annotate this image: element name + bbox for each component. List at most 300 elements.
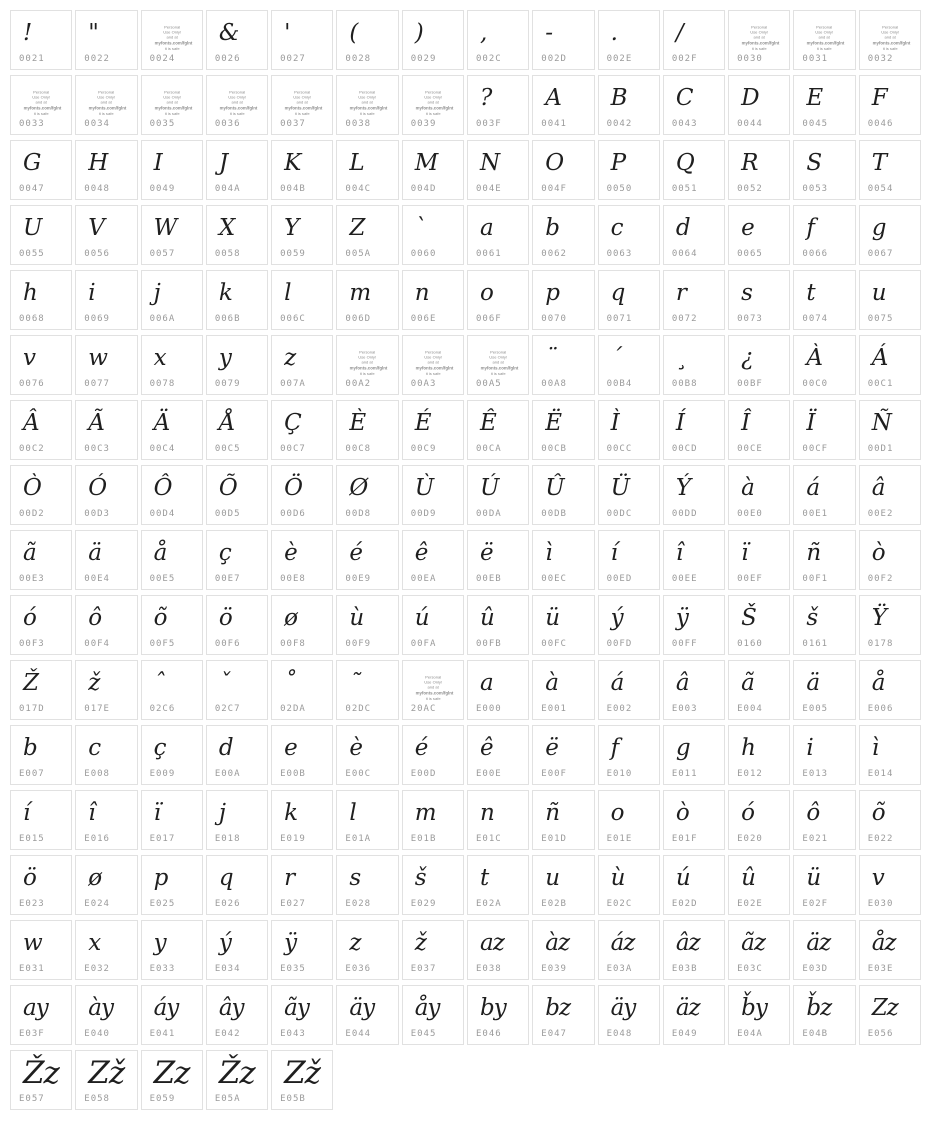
- glyph-cell[interactable]: [75, 400, 137, 460]
- glyph-cell[interactable]: [467, 920, 529, 980]
- glyph-cell[interactable]: [10, 75, 72, 135]
- glyph: c: [88, 734, 101, 761]
- glyph-cell[interactable]: [336, 790, 398, 850]
- glyph-cell[interactable]: [206, 205, 268, 265]
- glyph: ç: [153, 734, 166, 761]
- glyph-code-label: E04B: [802, 1029, 829, 1039]
- glyph-cell[interactable]: [467, 855, 529, 915]
- glyph-cell[interactable]: [141, 75, 203, 135]
- glyph-cell[interactable]: [598, 920, 660, 980]
- glyph-cell[interactable]: [271, 985, 333, 1045]
- glyph-cell[interactable]: [532, 855, 594, 915]
- glyph-cell[interactable]: [793, 140, 855, 200]
- glyph-cell[interactable]: [206, 270, 268, 330]
- glyph-cell[interactable]: [532, 920, 594, 980]
- glyph-code-label: 0073: [737, 314, 763, 324]
- glyph-cell[interactable]: [206, 595, 268, 655]
- glyph-code-label: E001: [541, 704, 567, 714]
- glyph-cell[interactable]: [728, 10, 790, 70]
- glyph-cell[interactable]: [336, 335, 398, 395]
- glyph-cell[interactable]: [141, 205, 203, 265]
- glyph-cell[interactable]: [793, 465, 855, 525]
- glyph: äz: [806, 929, 831, 956]
- glyph-cell[interactable]: [532, 270, 594, 330]
- glyph-cell[interactable]: [206, 855, 268, 915]
- glyph-cell[interactable]: [728, 530, 790, 590]
- glyph-code-label: 0021: [19, 54, 45, 64]
- glyph: Ü: [610, 474, 629, 501]
- glyph: Žz: [218, 1054, 255, 1091]
- glyph-cell[interactable]: [402, 400, 464, 460]
- glyph-cell[interactable]: [598, 10, 660, 70]
- glyph-code-label: 00C0: [802, 379, 829, 389]
- glyph-cell[interactable]: [402, 335, 464, 395]
- glyph-code-label: 0034: [84, 119, 110, 129]
- glyph-cell[interactable]: [728, 660, 790, 720]
- glyph: x: [153, 344, 166, 371]
- glyph-code-label: 0055: [19, 249, 45, 259]
- glyph-cell[interactable]: [532, 725, 594, 785]
- glyph: ä: [806, 669, 820, 696]
- glyph-cell[interactable]: [336, 205, 398, 265]
- glyph-cell[interactable]: [598, 75, 660, 135]
- glyph-cell[interactable]: [402, 790, 464, 850]
- glyph-code-label: E032: [84, 964, 110, 974]
- glyph: À: [806, 344, 823, 371]
- glyph-cell[interactable]: [141, 790, 203, 850]
- glyph-cell[interactable]: [532, 140, 594, 200]
- glyph-cell[interactable]: [271, 465, 333, 525]
- glyph-code-label: 005A: [345, 249, 372, 259]
- glyph-cell[interactable]: [793, 855, 855, 915]
- glyph: ü: [545, 604, 560, 631]
- glyph-cell[interactable]: [793, 270, 855, 330]
- glyph-cell[interactable]: [271, 530, 333, 590]
- glyph: u: [871, 279, 886, 306]
- glyph-cell[interactable]: [75, 75, 137, 135]
- glyph-cell[interactable]: [793, 985, 855, 1045]
- glyph: t: [806, 279, 815, 306]
- glyph-cell[interactable]: [206, 140, 268, 200]
- glyph-cell[interactable]: [141, 920, 203, 980]
- glyph-cell[interactable]: [75, 855, 137, 915]
- glyph-cell[interactable]: [663, 920, 725, 980]
- glyph-code-label: 00DD: [671, 509, 698, 519]
- glyph-cell[interactable]: [663, 595, 725, 655]
- glyph-cell[interactable]: [728, 725, 790, 785]
- glyph-cell[interactable]: [206, 465, 268, 525]
- glyph-cell[interactable]: [141, 855, 203, 915]
- glyph: p: [545, 279, 560, 306]
- glyph-cell[interactable]: [402, 595, 464, 655]
- glyph-cell[interactable]: [271, 140, 333, 200]
- glyph: äz: [675, 994, 700, 1021]
- glyph-cell[interactable]: [141, 465, 203, 525]
- glyph-cell[interactable]: [532, 595, 594, 655]
- glyph-cell[interactable]: [402, 920, 464, 980]
- glyph-cell[interactable]: [75, 595, 137, 655]
- glyph-cell[interactable]: [75, 1050, 137, 1110]
- glyph-cell[interactable]: [75, 920, 137, 980]
- glyph-cell[interactable]: [271, 75, 333, 135]
- glyph-cell[interactable]: [336, 140, 398, 200]
- glyph-cell[interactable]: [75, 270, 137, 330]
- glyph-cell[interactable]: [532, 10, 594, 70]
- glyph-cell[interactable]: [859, 920, 921, 980]
- glyph-cell[interactable]: [728, 790, 790, 850]
- glyph-cell[interactable]: [336, 985, 398, 1045]
- glyph: ì: [545, 539, 552, 566]
- glyph-cell[interactable]: [859, 530, 921, 590]
- glyph-cell[interactable]: [598, 725, 660, 785]
- glyph-cell[interactable]: [206, 985, 268, 1045]
- glyph-cell[interactable]: [663, 10, 725, 70]
- glyph-cell[interactable]: [793, 335, 855, 395]
- glyph-cell[interactable]: [271, 270, 333, 330]
- glyph-cell[interactable]: [402, 660, 464, 720]
- glyph-cell[interactable]: [793, 530, 855, 590]
- glyph: ï: [741, 539, 748, 566]
- glyph-cell[interactable]: [663, 465, 725, 525]
- glyph-cell[interactable]: [336, 10, 398, 70]
- glyph-cell[interactable]: [663, 400, 725, 460]
- glyph-cell[interactable]: [336, 595, 398, 655]
- glyph-cell[interactable]: [859, 465, 921, 525]
- glyph-cell[interactable]: [532, 75, 594, 135]
- glyph-cell[interactable]: [141, 530, 203, 590]
- glyph-cell[interactable]: [793, 10, 855, 70]
- glyph-code-label: E01D: [541, 834, 567, 844]
- glyph-cell[interactable]: [75, 10, 137, 70]
- glyph-cell[interactable]: [793, 205, 855, 265]
- glyph-cell[interactable]: [663, 725, 725, 785]
- glyph-cell[interactable]: [859, 725, 921, 785]
- glyph-cell[interactable]: [467, 400, 529, 460]
- glyph-cell[interactable]: [532, 530, 594, 590]
- glyph-cell[interactable]: [728, 920, 790, 980]
- glyph-cell[interactable]: [10, 1050, 72, 1110]
- glyph-cell[interactable]: [467, 335, 529, 395]
- glyph: i: [88, 279, 95, 306]
- glyph-code-label: E024: [84, 899, 110, 909]
- glyph-cell[interactable]: [206, 10, 268, 70]
- glyph-cell[interactable]: [10, 205, 72, 265]
- glyph-cell[interactable]: [859, 75, 921, 135]
- glyph-cell[interactable]: [10, 335, 72, 395]
- glyph-cell[interactable]: [10, 10, 72, 70]
- glyph-cell[interactable]: [271, 855, 333, 915]
- glyph-cell[interactable]: [141, 985, 203, 1045]
- glyph-code-label: 006E: [410, 314, 437, 324]
- glyph-cell[interactable]: [75, 790, 137, 850]
- glyph-code-label: E03D: [802, 964, 829, 974]
- glyph-cell[interactable]: [75, 985, 137, 1045]
- glyph: å: [153, 539, 167, 566]
- glyph-cell[interactable]: [467, 985, 529, 1045]
- glyph-cell[interactable]: [598, 595, 660, 655]
- glyph-code-label: 00EC: [541, 574, 567, 584]
- glyph-cell[interactable]: [10, 400, 72, 460]
- glyph-cell[interactable]: [10, 725, 72, 785]
- glyph-cell[interactable]: [75, 725, 137, 785]
- glyph-cell[interactable]: [10, 140, 72, 200]
- glyph-cell[interactable]: [598, 985, 660, 1045]
- glyph-cell[interactable]: [10, 465, 72, 525]
- glyph-cell[interactable]: [141, 400, 203, 460]
- glyph-cell[interactable]: [663, 75, 725, 135]
- glyph-cell[interactable]: [75, 530, 137, 590]
- glyph-cell[interactable]: [336, 725, 398, 785]
- glyph-cell[interactable]: [663, 790, 725, 850]
- glyph: V: [88, 214, 104, 241]
- glyph-code-label: E058: [84, 1094, 110, 1104]
- glyph-cell[interactable]: [467, 725, 529, 785]
- glyph-cell[interactable]: [859, 140, 921, 200]
- glyph-code-label: E03E: [867, 964, 894, 974]
- glyph-cell[interactable]: [532, 790, 594, 850]
- glyph-cell[interactable]: [793, 75, 855, 135]
- glyph-code-label: 0054: [867, 184, 894, 194]
- demo-watermark-text: Personal Use Only! and at myfonts.com/fglnt it is safe: [872, 25, 911, 51]
- glyph-code-label: 0053: [802, 184, 829, 194]
- glyph: ê: [414, 539, 428, 566]
- glyph-cell[interactable]: [467, 75, 529, 135]
- glyph-code-label: 0039: [410, 119, 437, 129]
- glyph-cell[interactable]: [532, 465, 594, 525]
- glyph-code-label: 0065: [737, 249, 763, 259]
- glyph-cell[interactable]: [271, 920, 333, 980]
- glyph: à: [545, 669, 558, 696]
- glyph-cell[interactable]: [336, 660, 398, 720]
- glyph-cell[interactable]: [598, 530, 660, 590]
- glyph-cell[interactable]: [10, 660, 72, 720]
- glyph-code-label: 00EA: [410, 574, 437, 584]
- glyph-cell[interactable]: [336, 920, 398, 980]
- glyph-cell[interactable]: [206, 790, 268, 850]
- glyph-cell[interactable]: [10, 920, 72, 980]
- glyph-cell[interactable]: [271, 725, 333, 785]
- glyph-cell[interactable]: [75, 335, 137, 395]
- glyph-cell[interactable]: [859, 400, 921, 460]
- glyph-cell[interactable]: [206, 725, 268, 785]
- glyph-code-label: 0024: [149, 54, 176, 64]
- glyph-cell[interactable]: [141, 10, 203, 70]
- glyph-code-label: 00F3: [19, 639, 45, 649]
- glyph-code-label: 02C6: [149, 704, 176, 714]
- glyph: ˆ: [153, 669, 165, 696]
- glyph-cell[interactable]: [793, 595, 855, 655]
- glyph-cell[interactable]: [728, 985, 790, 1045]
- glyph-cell[interactable]: [467, 465, 529, 525]
- glyph-cell[interactable]: [10, 855, 72, 915]
- glyph-cell[interactable]: [532, 400, 594, 460]
- glyph-cell[interactable]: [402, 270, 464, 330]
- glyph-cell[interactable]: [467, 790, 529, 850]
- glyph-cell[interactable]: [663, 270, 725, 330]
- glyph-cell[interactable]: [206, 530, 268, 590]
- glyph-cell[interactable]: [728, 400, 790, 460]
- glyph-cell[interactable]: [598, 855, 660, 915]
- glyph-cell[interactable]: [271, 790, 333, 850]
- glyph-code-label: 00DB: [541, 509, 567, 519]
- glyph-cell[interactable]: [793, 660, 855, 720]
- glyph-cell[interactable]: [859, 985, 921, 1045]
- glyph-cell[interactable]: [663, 660, 725, 720]
- glyph-cell[interactable]: [859, 10, 921, 70]
- glyph-cell[interactable]: [598, 335, 660, 395]
- glyph-cell[interactable]: [598, 660, 660, 720]
- glyph-cell[interactable]: [402, 855, 464, 915]
- glyph-cell[interactable]: [859, 595, 921, 655]
- glyph-cell[interactable]: [793, 790, 855, 850]
- glyph-cell[interactable]: [10, 270, 72, 330]
- glyph-cell[interactable]: [532, 985, 594, 1045]
- glyph-code-label: E049: [671, 1029, 698, 1039]
- glyph-cell[interactable]: [859, 205, 921, 265]
- glyph-cell[interactable]: [402, 10, 464, 70]
- glyph-code-label: 00D9: [410, 509, 437, 519]
- glyph-cell[interactable]: [336, 530, 398, 590]
- glyph-cell[interactable]: [598, 270, 660, 330]
- glyph-cell[interactable]: [402, 140, 464, 200]
- glyph-cell[interactable]: [859, 335, 921, 395]
- glyph-cell[interactable]: [141, 1050, 203, 1110]
- glyph-cell[interactable]: [467, 530, 529, 590]
- glyph-cell[interactable]: [467, 660, 529, 720]
- glyph-cell[interactable]: [141, 660, 203, 720]
- glyph: ë: [545, 734, 558, 761]
- glyph: ˜: [349, 669, 360, 696]
- glyph-code-label: E047: [541, 1029, 567, 1039]
- glyph-cell[interactable]: [467, 595, 529, 655]
- glyph-cell[interactable]: [859, 855, 921, 915]
- glyph-cell[interactable]: [336, 270, 398, 330]
- glyph-cell[interactable]: [728, 855, 790, 915]
- glyph-cell[interactable]: [663, 530, 725, 590]
- glyph-cell[interactable]: [271, 1050, 333, 1110]
- glyph-cell[interactable]: [271, 335, 333, 395]
- glyph-code-label: E021: [802, 834, 829, 844]
- glyph-cell[interactable]: [728, 75, 790, 135]
- glyph-cell[interactable]: [532, 335, 594, 395]
- glyph-cell[interactable]: [336, 75, 398, 135]
- glyph: K: [284, 149, 301, 176]
- glyph-cell[interactable]: [728, 595, 790, 655]
- glyph-cell[interactable]: [728, 335, 790, 395]
- glyph-cell[interactable]: [402, 725, 464, 785]
- glyph-cell[interactable]: [402, 75, 464, 135]
- glyph-code-label: E00D: [410, 769, 437, 779]
- glyph-cell[interactable]: [271, 205, 333, 265]
- glyph-cell[interactable]: [467, 140, 529, 200]
- glyph-cell[interactable]: [271, 400, 333, 460]
- glyph-code-label: E02B: [541, 899, 567, 909]
- glyph-cell[interactable]: [10, 530, 72, 590]
- glyph-cell[interactable]: [206, 920, 268, 980]
- glyph-cell[interactable]: [793, 400, 855, 460]
- glyph-cell[interactable]: [141, 335, 203, 395]
- glyph-code-label: 02DC: [345, 704, 372, 714]
- glyph: á: [610, 669, 624, 696]
- glyph-cell[interactable]: [663, 985, 725, 1045]
- glyph-cell[interactable]: [206, 75, 268, 135]
- glyph-cell[interactable]: [663, 855, 725, 915]
- glyph-code-label: 20AC: [410, 704, 437, 714]
- glyph: x: [88, 929, 101, 956]
- glyph-code-label: E00B: [280, 769, 306, 779]
- glyph-cell[interactable]: [75, 465, 137, 525]
- glyph-code-label: 0044: [737, 119, 763, 129]
- glyph-cell[interactable]: [793, 920, 855, 980]
- glyph-cell[interactable]: [75, 140, 137, 200]
- glyph-cell[interactable]: [598, 400, 660, 460]
- glyph-cell[interactable]: [598, 465, 660, 525]
- glyph-cell[interactable]: [598, 140, 660, 200]
- glyph-cell[interactable]: [402, 465, 464, 525]
- glyph-cell[interactable]: [859, 270, 921, 330]
- glyph-cell[interactable]: [141, 140, 203, 200]
- glyph-cell[interactable]: [402, 205, 464, 265]
- glyph: N: [479, 149, 500, 176]
- glyph-cell[interactable]: [336, 855, 398, 915]
- glyph-cell[interactable]: [10, 790, 72, 850]
- glyph-cell[interactable]: [402, 530, 464, 590]
- glyph-cell[interactable]: [728, 270, 790, 330]
- glyph: ÿ: [284, 929, 297, 956]
- glyph-cell[interactable]: [75, 660, 137, 720]
- glyph-cell[interactable]: [271, 595, 333, 655]
- glyph-cell[interactable]: [728, 140, 790, 200]
- glyph-cell[interactable]: [859, 660, 921, 720]
- glyph-cell[interactable]: [10, 595, 72, 655]
- glyph-code-label: E01C: [475, 834, 502, 844]
- glyph-cell[interactable]: [336, 400, 398, 460]
- glyph-cell[interactable]: [532, 205, 594, 265]
- glyph-cell[interactable]: [206, 400, 268, 460]
- glyph-cell[interactable]: [141, 595, 203, 655]
- glyph-cell[interactable]: [467, 10, 529, 70]
- glyph-cell[interactable]: [402, 985, 464, 1045]
- glyph-cell[interactable]: [336, 465, 398, 525]
- glyph: m: [414, 799, 436, 826]
- glyph-cell[interactable]: [663, 140, 725, 200]
- glyph-cell[interactable]: [728, 205, 790, 265]
- glyph-code-label: 0068: [19, 314, 45, 324]
- glyph-cell[interactable]: [728, 465, 790, 525]
- glyph-code-label: 00C8: [345, 444, 372, 454]
- glyph-cell[interactable]: [598, 790, 660, 850]
- glyph: ž: [88, 669, 100, 696]
- glyph-cell[interactable]: [467, 205, 529, 265]
- glyph-cell[interactable]: [10, 985, 72, 1045]
- glyph-cell[interactable]: [793, 725, 855, 785]
- glyph-cell[interactable]: [663, 335, 725, 395]
- glyph-cell[interactable]: [206, 660, 268, 720]
- glyph-cell[interactable]: [598, 205, 660, 265]
- glyph-cell[interactable]: [141, 725, 203, 785]
- glyph-cell[interactable]: [271, 660, 333, 720]
- glyph-cell[interactable]: [859, 790, 921, 850]
- glyph-cell[interactable]: [141, 270, 203, 330]
- glyph-cell[interactable]: [467, 270, 529, 330]
- glyph-cell[interactable]: [75, 205, 137, 265]
- glyph: j: [153, 279, 160, 306]
- glyph-cell[interactable]: [532, 660, 594, 720]
- glyph-cell[interactable]: [206, 1050, 268, 1110]
- glyph-cell[interactable]: [663, 205, 725, 265]
- glyph-cell[interactable]: [206, 335, 268, 395]
- glyph-cell[interactable]: [271, 10, 333, 70]
